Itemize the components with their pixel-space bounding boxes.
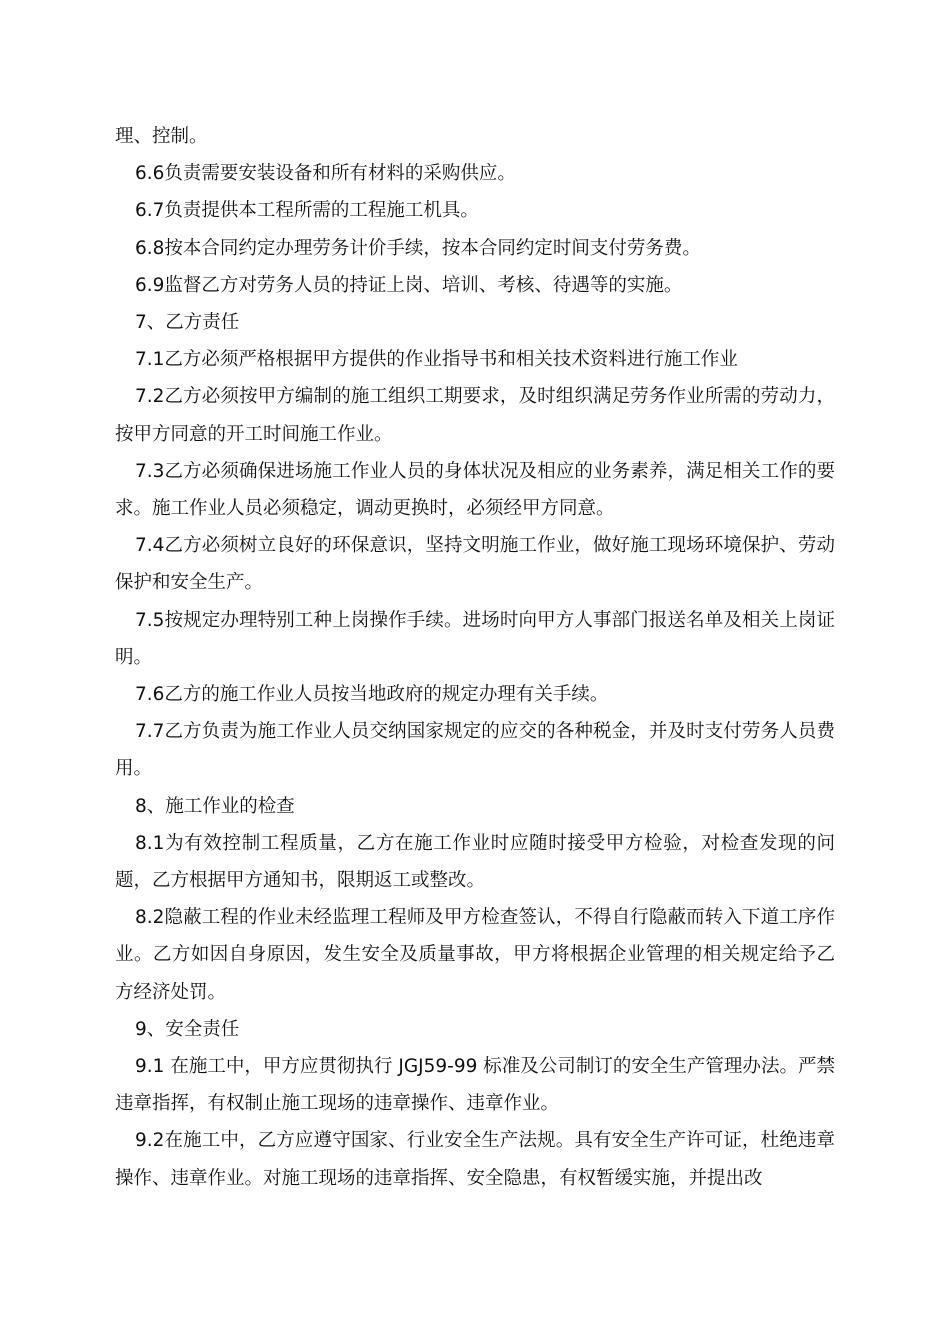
section-heading-9: 9、安全责任: [135, 1018, 240, 1040]
clause-9-2: 9.2在施工中，乙方应遵守国家、行业安全生产法规。具有安全生产许可证，杜绝违章操作、违章作业。对施工现场的违章指挥、安全隐患，有权暂缓实施，并提出改: [115, 1130, 835, 1189]
clause-8-1: 8.1为有效控制工程质量，乙方在施工作业时应随时接受甲方检验，对检查发现的问题，乙方根据甲方通知书，限期返工或整改。: [115, 832, 835, 892]
clause-6-7: 6.7负责提供本工程所需的工程施工机具。: [135, 200, 479, 222]
clause-7-1: 7.1乙方必须严格根据甲方提供的作业指导书和相关技术资料进行施工作业: [135, 349, 738, 371]
section-heading-7: 7、乙方责任: [135, 312, 240, 334]
clause-8-2: 8.2隐蔽工程的作业未经监理工程师及甲方检查签认，不得自行隐蔽而转入下道工序作业。乙方如因自身原因，发生安全及质量事故，甲方将根据企业管理的相关规定给予乙方经济处罚。: [115, 907, 835, 1003]
document-body: [115, 118, 835, 1197]
clause-6-9: 6.9监督乙方对劳务人员的持证上岗、培训、考核、待遇等的实施。: [135, 274, 683, 296]
paragraph-continuation: 理、控制。: [115, 126, 208, 147]
clause-6-8: 6.8按本合同约定办理劳务计价手续，按本合同约定时间支付劳务费。: [135, 237, 701, 259]
clause-7-6: 7.6乙方的施工作业人员按当地政府的规定办理有关手续。: [135, 684, 609, 706]
clause-7-5: 7.5按规定办理特别工种上岗操作手续。进场时向甲方人事部门报送名单及相关上岗证明。: [115, 609, 835, 668]
clause-7-7: 7.7乙方负责为施工作业人员交纳国家规定的应交的各种税金，并及时支付劳务人员费用。: [115, 721, 835, 780]
clause-7-3: 7.3乙方必须确保进场施工作业人员的身体状况及相应的业务素养，满足相关工作的要求。施工作业人员必须稳定，调动更换时，必须经甲方同意。: [115, 460, 835, 520]
clause-7-4: 7.4乙方必须树立良好的环保意识，坚持文明施工作业，做好施工现场环境保护、劳动保护和安全生产。: [115, 535, 835, 594]
clause-6-6: 6.6负责需要安装设备和所有材料的采购供应。: [135, 163, 516, 185]
clause-9-1: 9.1 在施工中，甲方应贯彻执行 JGJ59-99 标准及公司制订的安全生产管理办法。严禁违章指挥，有权制止施工现场的违章操作、违章作业。: [115, 1056, 835, 1115]
section-heading-8: 8、施工作业的检查: [135, 795, 295, 817]
clause-7-2: 7.2乙方必须按甲方编制的施工组织工期要求，及时组织满足劳务作业所需的劳动力，按甲方同意的开工时间施工作业。: [115, 386, 835, 445]
